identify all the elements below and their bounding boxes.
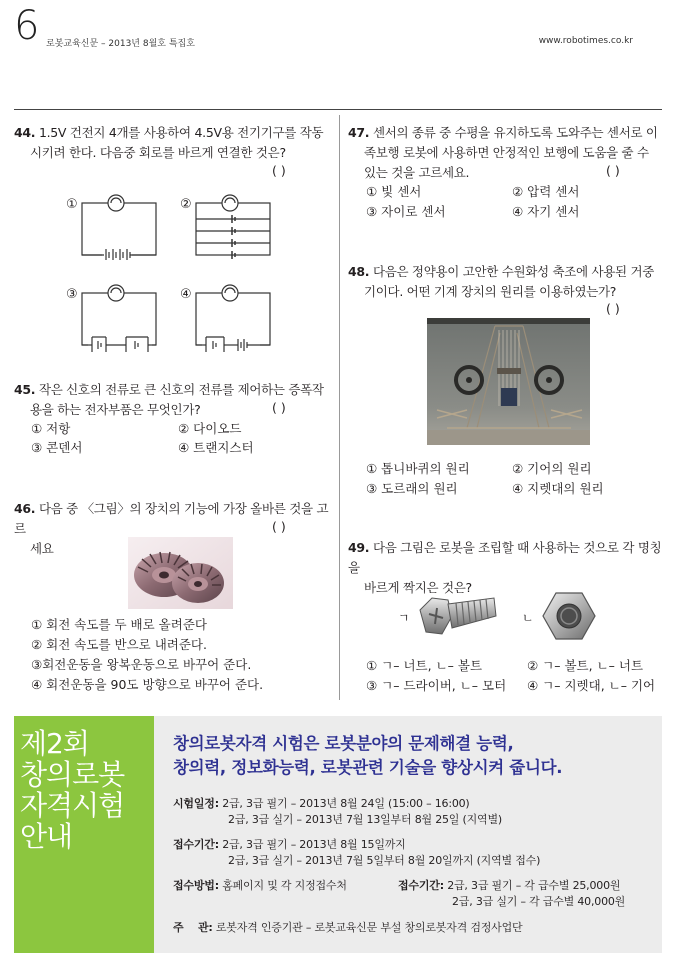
info-title-line-1: 제2회 bbox=[20, 727, 89, 760]
header-rule bbox=[14, 109, 662, 110]
q46-option-2: ② 회전 속도를 반으로 내려준다. bbox=[31, 637, 207, 652]
q49-option-2: ② ㄱ– 볼트, ㄴ– 너트 bbox=[527, 658, 644, 673]
q48-text-1: 다음은 정약용이 고안한 수원화성 축조에 사용된 거중 bbox=[372, 264, 655, 279]
info-method bbox=[173, 878, 347, 894]
q49-label-b: ㄴ bbox=[522, 611, 534, 625]
info-period-label: 접수기간: bbox=[173, 838, 219, 851]
bevel-gear-image bbox=[128, 537, 233, 609]
q46-number: 46. bbox=[14, 501, 36, 516]
q47-text-3: 있는 것을 고르세요. bbox=[364, 165, 470, 180]
q45-option-3: ③ 콘덴서 bbox=[31, 440, 83, 455]
info-host-value: 로봇자격 인증기관 – 로봇교육신문 부설 창의로봇자격 검정사업단 bbox=[215, 921, 523, 934]
circuit-diagram-3 bbox=[80, 280, 160, 352]
info-schedule-line-1: 2급, 3급 필기 – 2013년 8월 24일 (15:00 – 16:00) bbox=[222, 797, 470, 810]
info-period-line-2: 2급, 3급 실기 – 2013년 7월 5일부터 8월 20일까지 (지역별 접수) bbox=[228, 854, 541, 867]
q49-option-4: ④ ㄱ– 지렛대, ㄴ– 기어 bbox=[527, 678, 656, 693]
info-box-title bbox=[20, 728, 148, 852]
geojunggi-crane-photo bbox=[427, 318, 590, 445]
q47-answer-paren: ( ) bbox=[606, 163, 620, 178]
q49-number: 49. bbox=[348, 540, 370, 555]
q48-option-2: ② 기어의 원리 bbox=[512, 461, 592, 476]
question-49 bbox=[348, 538, 664, 598]
info-title-line-2: 창의로봇 bbox=[20, 758, 125, 791]
q45-option-4: ④ 트랜지스터 bbox=[178, 440, 254, 455]
circuit-diagram-1 bbox=[80, 190, 160, 260]
q48-number: 48. bbox=[348, 264, 370, 279]
q47-option-1: ① 빛 센서 bbox=[366, 184, 422, 199]
q49-label-a: ㄱ bbox=[398, 611, 410, 625]
page-number: 6 bbox=[14, 3, 40, 49]
q46-option-3: ③회전운동을 왕복운동으로 바꾸어 준다. bbox=[31, 657, 252, 672]
info-title-line-4: 안내 bbox=[20, 820, 73, 853]
q46-answer-paren: ( ) bbox=[272, 519, 286, 534]
q46-text-2: 세요 bbox=[30, 541, 54, 556]
q45-answer-paren: ( ) bbox=[272, 400, 286, 415]
q44-text-2: 시키려 한다. 다음중 회로를 바르게 연결한 것은? bbox=[30, 145, 286, 160]
q48-answer-paren: ( ) bbox=[606, 301, 620, 316]
q45-number: 45. bbox=[14, 382, 36, 397]
info-host bbox=[173, 920, 522, 936]
q49-option-1: ① ㄱ– 너트, ㄴ– 볼트 bbox=[366, 658, 483, 673]
q44-number: 44. bbox=[14, 125, 36, 140]
info-fee-line-1: 2급, 3급 필기 – 각 급수별 25,000원 bbox=[447, 879, 621, 892]
q45-text-2: 용을 하는 전자부품은 무엇인가? bbox=[30, 402, 201, 417]
q47-number: 47. bbox=[348, 125, 370, 140]
column-divider bbox=[339, 115, 340, 700]
q44-text-1: 1.5V 건전지 4개를 사용하여 4.5V용 전기기구를 작동 bbox=[38, 125, 324, 140]
q47-option-2: ② 압력 센서 bbox=[512, 184, 580, 199]
header-url: www.robotimes.co.kr bbox=[538, 36, 633, 46]
info-headline-2: 창의력, 정보화능력, 로봇관련 기술을 향상시켜 줍니다. bbox=[173, 758, 563, 777]
question-45 bbox=[14, 380, 334, 420]
q47-text-2: 족보행 로봇에 사용하면 안정적인 보행에 도움을 줄 수 bbox=[364, 145, 649, 160]
info-fee-label: 접수기간: bbox=[398, 879, 444, 892]
q45-option-2: ② 다이오드 bbox=[178, 421, 242, 436]
q46-option-4: ④ 회전운동을 90도 방향으로 바꾸어 준다. bbox=[31, 677, 264, 692]
circuit-diagram-4 bbox=[194, 280, 274, 352]
info-schedule bbox=[173, 796, 470, 812]
q47-option-3: ③ 자이로 센서 bbox=[366, 204, 446, 219]
q48-option-1: ① 톱니바퀴의 원리 bbox=[366, 461, 470, 476]
info-method-label: 접수방법: bbox=[173, 879, 219, 892]
q46-text-1: 다음 중 〈그림〉의 장치의 기능에 가장 올바른 것을 고르 bbox=[14, 501, 329, 536]
info-fee bbox=[398, 878, 620, 894]
info-title-line-3: 자격시험 bbox=[20, 789, 125, 822]
q48-option-4: ④ 지렛대의 원리 bbox=[512, 481, 604, 496]
q44-label-1: ① bbox=[66, 197, 78, 212]
info-period-line-1: 2급, 3급 필기 – 2013년 8월 15일까지 bbox=[222, 838, 406, 851]
info-headline bbox=[173, 732, 653, 780]
q45-option-1: ① 저항 bbox=[31, 421, 71, 436]
bolt-image bbox=[416, 592, 500, 644]
q44-label-4: ④ bbox=[180, 287, 192, 302]
question-44 bbox=[14, 123, 334, 163]
info-method-value: 홈페이지 및 각 지정접수처 bbox=[222, 879, 347, 892]
q44-answer-paren: ( ) bbox=[272, 163, 286, 178]
q49-option-3: ③ ㄱ– 드라이버, ㄴ– 모터 bbox=[366, 678, 507, 693]
info-fee-line-2: 2급, 3급 실기 – 각 급수별 40,000원 bbox=[452, 895, 626, 908]
info-period bbox=[173, 837, 406, 853]
q44-label-3: ③ bbox=[66, 287, 78, 302]
q47-text-1: 센서의 종류 중 수평을 유지하도록 도와주는 센서로 이 bbox=[372, 125, 658, 140]
info-host-label: 주 관: bbox=[173, 921, 213, 934]
q49-text-1: 다음 그림은 로봇을 조립할 때 사용하는 것으로 각 명칭을 bbox=[348, 540, 662, 575]
circuit-diagram-2 bbox=[194, 190, 274, 262]
question-48 bbox=[348, 262, 664, 302]
q47-option-4: ④ 자기 센서 bbox=[512, 204, 580, 219]
info-headline-1: 창의로봇자격 시험은 로봇분야의 문제해결 능력, bbox=[173, 734, 514, 753]
q44-label-2: ② bbox=[180, 197, 192, 212]
nut-image bbox=[540, 589, 598, 645]
info-schedule-line-2: 2급, 3급 실기 – 2013년 7월 13일부터 8월 25일 (지역별) bbox=[228, 813, 502, 826]
header-title: 로봇교육신문 – 2013년 8월호 특집호 bbox=[46, 39, 195, 49]
q45-text-1: 작은 신호의 전류로 큰 신호의 전류를 제어하는 증폭작 bbox=[38, 382, 324, 397]
info-schedule-label: 시험일정: bbox=[173, 797, 219, 810]
q46-option-1: ① 회전 속도를 두 배로 올려준다 bbox=[31, 617, 207, 632]
q48-option-3: ③ 도르래의 원리 bbox=[366, 481, 458, 496]
q49-text-2: 바르게 짝지은 것은? bbox=[364, 580, 472, 595]
q48-text-2: 기이다. 어떤 기계 장치의 원리를 이용하였는가? bbox=[364, 284, 617, 299]
